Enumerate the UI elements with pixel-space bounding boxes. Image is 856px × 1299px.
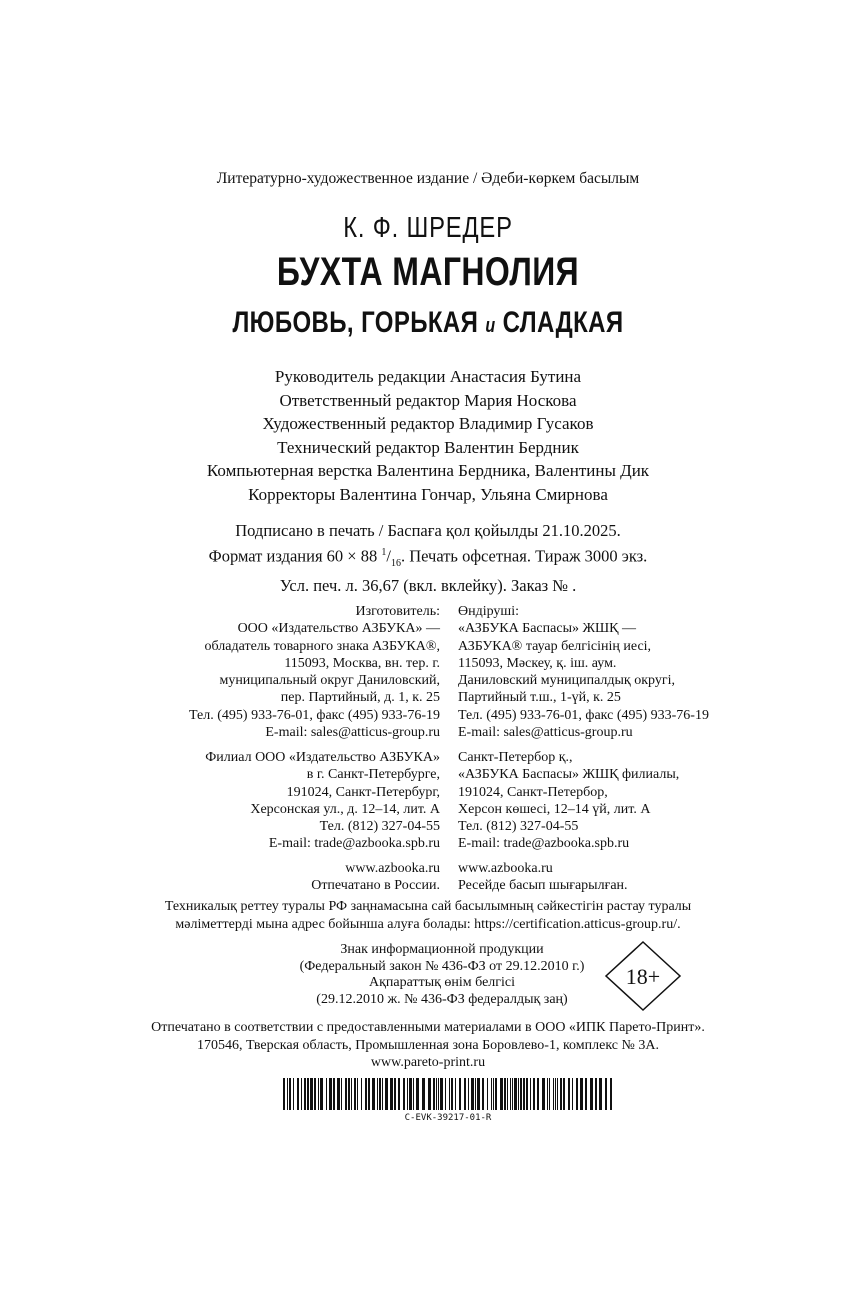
barcode [283, 1078, 613, 1110]
barcode-bar [514, 1078, 517, 1110]
barcode-bar [568, 1078, 570, 1110]
barcode-bar [361, 1078, 362, 1110]
barcode-bar [477, 1078, 480, 1110]
manufacturer-kz-line: Тел. (495) 933-76-01, факс (495) 933-76-19 [458, 707, 709, 723]
info-sign-line: Ақпараттық өнім белгісі [368, 975, 516, 990]
barcode-bar [504, 1078, 506, 1110]
web-kz-line: www.azbooka.ru [458, 861, 553, 876]
barcode-bar [495, 1078, 497, 1110]
barcode-bar [557, 1078, 558, 1110]
barcode-bar [301, 1078, 302, 1110]
barcode-bar [518, 1078, 519, 1110]
barcode-bar [542, 1078, 545, 1110]
branch-kz-line: Херсон көшесі, 12–14 үй, лит. А [458, 801, 651, 817]
barcode-bar [382, 1078, 383, 1110]
barcode-bar [549, 1078, 550, 1110]
barcode-bar [610, 1078, 612, 1110]
staff-line: Ответственный редактор Мария Носкова [279, 390, 577, 410]
barcode-bar [563, 1078, 565, 1110]
edition-type: Литературно-художественное издание / Әдеби-көркем басылым [216, 170, 640, 187]
barcode-bar [590, 1078, 593, 1110]
branch-ru-line: E-mail: trade@azbooka.spb.ru [268, 836, 440, 852]
branch-ru-line: в г. Санкт-Петербурге, [306, 767, 440, 783]
print-format [0, 542, 856, 575]
barcode-bar [530, 1078, 531, 1110]
manufacturer-ru-line: E-mail: sales@atticus-group.ru [265, 725, 440, 741]
barcode-bar [599, 1078, 602, 1110]
printer-line: www.pareto-print.ru [370, 1055, 486, 1070]
web-ru [150, 860, 440, 895]
barcode-bar [345, 1078, 347, 1110]
barcode-bar [337, 1078, 340, 1110]
barcode-code: C-EVK-39217-01-R [404, 1113, 492, 1123]
barcode-bar [585, 1078, 587, 1110]
barcode-bar [422, 1078, 425, 1110]
barcode-bar [500, 1078, 503, 1110]
manufacturer-ru-line: ООО «Издательство АЗБУКА» — [237, 621, 440, 637]
manufacturer-kz-line: «АЗБУКА Баспасы» ЖШҚ — [458, 621, 636, 637]
subtitle-conjunction: и [485, 315, 496, 337]
branch-ru [150, 749, 440, 853]
staff-line: Корректоры Валентина Гончар, Ульяна Смирнова [248, 484, 608, 504]
author-name: К. Ф. ШРЕДЕР [343, 212, 513, 244]
manufacturer-kz [458, 603, 758, 741]
manufacturer-ru-line: Изготовитель: [355, 604, 440, 619]
barcode-bar [351, 1078, 352, 1110]
barcode-bar [348, 1078, 350, 1110]
barcode-bar [354, 1078, 356, 1110]
barcode-bar [377, 1078, 378, 1110]
barcode-bar [304, 1078, 306, 1110]
barcode-bar [553, 1078, 554, 1110]
staff-line: Руководитель редакции Анастасия Бутина [274, 367, 582, 386]
print-info [0, 520, 856, 597]
format-prefix: Формат издания 60 × 88 [208, 546, 382, 566]
barcode-bar [533, 1078, 535, 1110]
barcode-bar [283, 1078, 285, 1110]
format-sub: 16 [390, 557, 401, 569]
barcode-bar [379, 1078, 381, 1110]
barcode-bar [449, 1078, 450, 1110]
web-kz [458, 860, 758, 895]
book-subtitle [86, 306, 771, 340]
barcode-bar [555, 1078, 556, 1110]
barcode-bar [365, 1078, 367, 1110]
barcode-bar [372, 1078, 375, 1110]
manufacturer-ru-line: пер. Партийный, д. 1, к. 25 [280, 690, 440, 706]
subtitle-part2: СЛАДКАЯ [495, 306, 624, 339]
barcode-bar [329, 1078, 332, 1110]
web-ru-line: Отпечатано в России. [311, 878, 440, 894]
barcode-bar [482, 1078, 484, 1110]
barcode-bar [445, 1078, 446, 1110]
barcode-bar [390, 1078, 393, 1110]
tech-line: мәліметтерді мына адрес бойынша алуға болады: https://certification.atticus-group.ru/. [175, 916, 681, 932]
barcode-bar [413, 1078, 414, 1110]
barcode-bar [493, 1078, 494, 1110]
barcode-bar [436, 1078, 437, 1110]
format-sup: 1 [381, 547, 387, 558]
manufacturer-ru [150, 603, 440, 741]
barcode-bar [307, 1078, 309, 1110]
barcode-bar [314, 1078, 316, 1110]
barcode-bar [357, 1078, 358, 1110]
age-rating-text: 18+ [625, 964, 661, 989]
branch-kz-line: 191024, Санкт-Петербор, [458, 784, 608, 800]
staff-line: Технический редактор Валентин Бердник [277, 437, 579, 457]
branch-ru-line: Филиал ООО «Издательство АЗБУКА» [205, 750, 440, 765]
barcode-bar [368, 1078, 370, 1110]
barcode-bar [537, 1078, 539, 1110]
staff-line: Компьютерная верстка Валентина Бердника, Валентины Дик [206, 461, 650, 480]
web-ru-line: www.azbooka.ru [345, 861, 440, 876]
format-suffix: . Печать офсетная. Тираж 3000 экз. [400, 546, 648, 566]
barcode-bar [520, 1078, 522, 1110]
info-sign [262, 942, 622, 1008]
barcode-bar [471, 1078, 474, 1110]
barcode-bar [407, 1078, 408, 1110]
subtitle-part1: ЛЮБОВЬ, ГОРЬКАЯ [232, 306, 486, 339]
branch-kz [458, 749, 758, 853]
barcode-bar [523, 1078, 525, 1110]
branch-kz-line: Тел. (812) 327-04-55 [458, 819, 579, 835]
info-sign-line: (29.12.2010 ж. № 436-ФЗ федералдық заң) [316, 991, 568, 1007]
barcode-bar [416, 1078, 419, 1110]
branch-ru-line: 191024, Санкт-Петербург, [286, 784, 440, 800]
book-title: БУХТА МАГНОЛИЯ [276, 250, 580, 294]
barcode-bar [326, 1078, 327, 1110]
barcode-bar [507, 1078, 508, 1110]
barcode-bar [547, 1078, 548, 1110]
barcode-bar [438, 1078, 439, 1110]
manufacturer-ru-line: обладатель товарного знака АЗБУКА®, [204, 638, 440, 654]
manufacturer-kz-line: Өндіруші: [458, 604, 519, 619]
tech-line: Техникалық реттеу туралы РФ заңнамасына сай басылымның сәйкестігін растау туралы [164, 899, 692, 914]
barcode-bar [318, 1078, 319, 1110]
barcode-bar [510, 1078, 511, 1110]
branch-ru-line: Херсонская ул., д. 12–14, лит. А [250, 801, 440, 817]
barcode-bar [398, 1078, 400, 1110]
branch-kz-line: «АЗБУКА Баспасы» ЖШҚ филиалы, [458, 767, 680, 783]
print-signed: Подписано в печать / Баспаға қол қойылды 21.10.2025. [235, 521, 621, 540]
barcode-bar [320, 1078, 323, 1110]
barcode-bar [572, 1078, 573, 1110]
barcode-bar [464, 1078, 466, 1110]
manufacturer-ru-line: Тел. (495) 933-76-01, факс (495) 933-76-19 [189, 707, 440, 723]
barcode-bar [428, 1078, 431, 1110]
barcode-bar [455, 1078, 456, 1110]
manufacturer-kz-line: 115093, Мәскеу, қ. іш. аум. [458, 655, 617, 671]
barcode-bar [475, 1078, 476, 1110]
manufacturer-kz-line: Партийный т.ш., 1-үй, к. 25 [458, 690, 621, 706]
web-kz-line: Ресейде басып шығарылған. [458, 878, 628, 894]
barcode-bar [459, 1078, 461, 1110]
info-sign-line: (Федеральный закон № 436-ФЗ от 29.12.2010 г.) [299, 958, 585, 974]
barcode-bar [433, 1078, 435, 1110]
barcode-bar [576, 1078, 578, 1110]
manufacturer-ru-line: 115093, Москва, вн. тер. г. [284, 655, 440, 671]
printer-line: Отпечатано в соответствии с предоставленными материалами в ООО «ИПК Парето-Принт». [151, 1020, 705, 1035]
staff-line: Художественный редактор Владимир Гусаков [262, 414, 594, 433]
branch-ru-line: Тел. (812) 327-04-55 [319, 819, 440, 835]
manufacturer-kz-line: Даниловский муниципалдық округі, [458, 673, 675, 689]
barcode-bar [560, 1078, 562, 1110]
barcode-bar [409, 1078, 412, 1110]
barcode-bar [451, 1078, 453, 1110]
barcode-bar [385, 1078, 388, 1110]
barcode-bar [580, 1078, 583, 1110]
barcode-bar [526, 1078, 528, 1110]
barcode-bar [310, 1078, 313, 1110]
barcode-bar [333, 1078, 335, 1110]
barcode-bar [468, 1078, 469, 1110]
printer-line: 170546, Тверская область, Промышленная зона Боровлево-1, комплекс № 3А. [197, 1037, 659, 1053]
print-sheets: Усл. печ. л. 36,67 (вкл. вклейку). Заказ № . [279, 575, 577, 595]
manufacturer-kz-line: АЗБУКА® тауар белгісінің иесі, [458, 638, 652, 654]
format-slash: / [386, 546, 391, 566]
branch-kz-line: Санкт-Петербор қ., [458, 750, 573, 765]
barcode-bar [403, 1078, 405, 1110]
barcode-bar [440, 1078, 443, 1110]
barcode-bar [293, 1078, 294, 1110]
branch-kz-line: E-mail: trade@azbooka.spb.ru [458, 836, 630, 852]
age-rating-badge [604, 940, 682, 1012]
barcode-bar [341, 1078, 342, 1110]
manufacturer-kz-line: E-mail: sales@atticus-group.ru [458, 725, 633, 741]
barcode-bar [289, 1078, 291, 1110]
editorial-staff [0, 365, 856, 506]
barcode-bar [297, 1078, 299, 1110]
manufacturer-ru-line: муниципальный округ Даниловский, [219, 673, 440, 689]
tech-regulation [0, 898, 856, 933]
barcode-bar [512, 1078, 513, 1110]
barcode-bar [487, 1078, 488, 1110]
info-sign-line: Знак информационной продукции [340, 942, 544, 957]
barcode-bar [595, 1078, 597, 1110]
barcode-bar [394, 1078, 396, 1110]
barcode-bar [287, 1078, 288, 1110]
barcode-bar [491, 1078, 492, 1110]
barcode-bar [605, 1078, 607, 1110]
printer-info [0, 1019, 856, 1072]
